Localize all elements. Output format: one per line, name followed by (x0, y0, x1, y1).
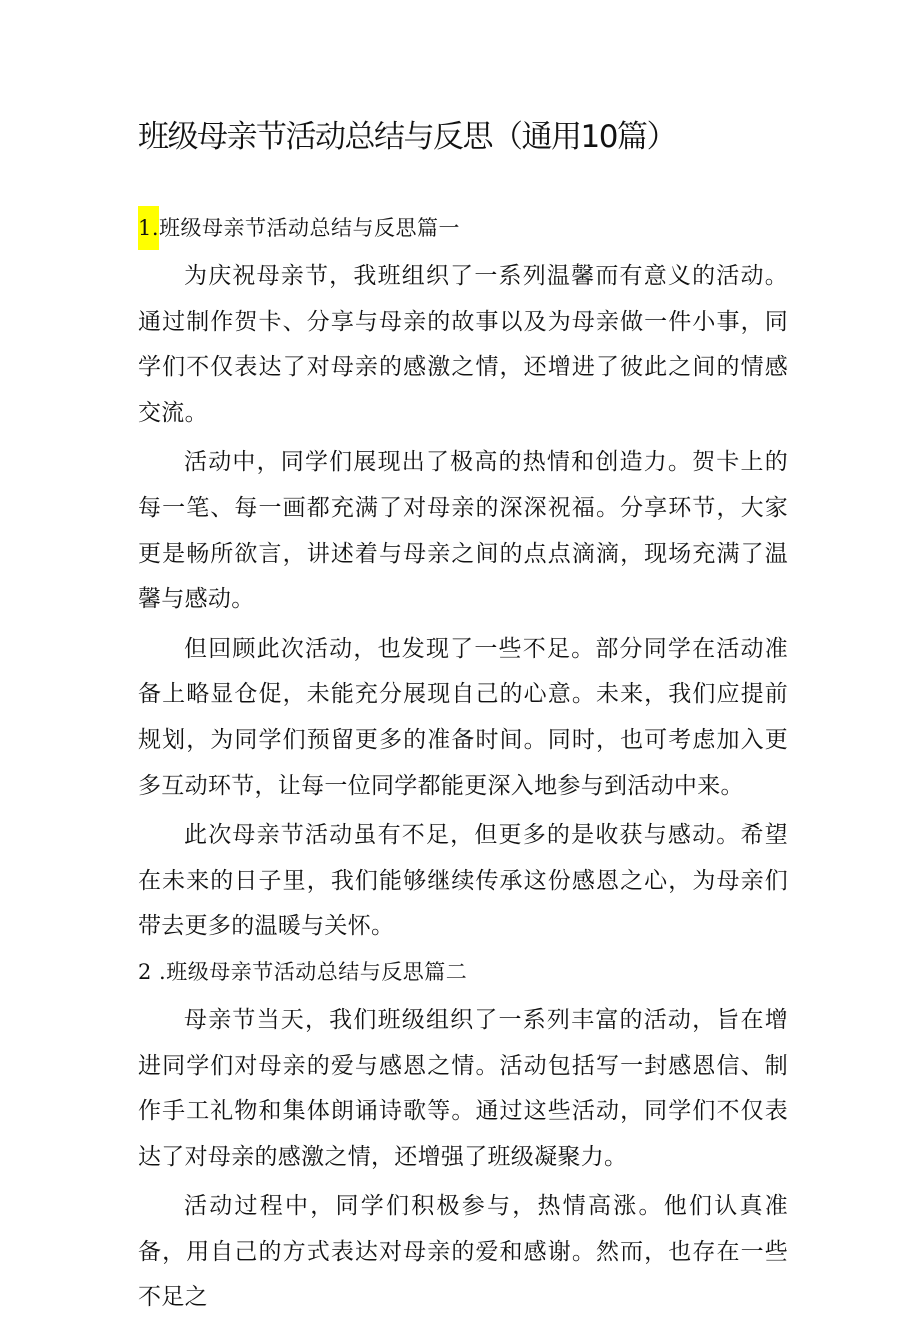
paragraph: 此次母亲节活动虽有不足，但更多的是收获与感动。希望在未来的日子里，我们能够继续传承这份感恩之心，为母亲们带去更多的温暖与关怀。 (138, 822, 788, 940)
document-title: 班级母亲节活动总结与反思（通用10篇） (138, 119, 676, 155)
section-number-2: 2 . (138, 959, 167, 984)
paragraph: 活动中，同学们展现出了极高的热情和创造力。贺卡上的每一笔、每一画都充满了对母亲的深深祝福。分享环节，大家更是畅所欲言，讲述着与母亲之间的点点滴滴，现场充满了温馨与感动。 (138, 449, 788, 613)
section-title-2: 班级母亲节活动总结与反思篇二 (166, 959, 468, 984)
document-body (138, 206, 788, 1321)
paragraph: 母亲节当天，我们班级组织了一系列丰富的活动，旨在增进同学们对母亲的爱与感恩之情。活动包括写一封感恩信、制作手工礼物和集体朗诵诗歌等。通过这些活动，同学们不仅表达了对母亲的感激之情，还增强了班级凝聚力。 (138, 1006, 788, 1170)
section-title-1: 班级母亲节活动总结与反思篇一 (159, 216, 461, 240)
section-heading-1 (138, 206, 788, 250)
paragraph: 为庆祝母亲节，我班组织了一系列温馨而有意义的活动。通过制作贺卡、分享与母亲的故事以及为母亲做一件小事，同学们不仅表达了对母亲的感激之情，还增进了彼此之间的情感交流。 (138, 263, 788, 426)
section-number-1: 1. (138, 206, 159, 250)
section-heading-2 (138, 950, 788, 994)
paragraph: 但回顾此次活动，也发现了一些不足。部分同学在活动准备上略显仓促，未能充分展现自己的心意。未来，我们应提前规划，为同学们预留更多的准备时间。同时，也可考虑加入更多互动环节，让每一位同学都能更深入地参与到活动中来。 (138, 635, 788, 799)
paragraph: 活动过程中，同学们积极参与，热情高涨。他们认真准备，用自己的方式表达对母亲的爱和感谢。然而，也存在一些不足之 (138, 1193, 788, 1311)
